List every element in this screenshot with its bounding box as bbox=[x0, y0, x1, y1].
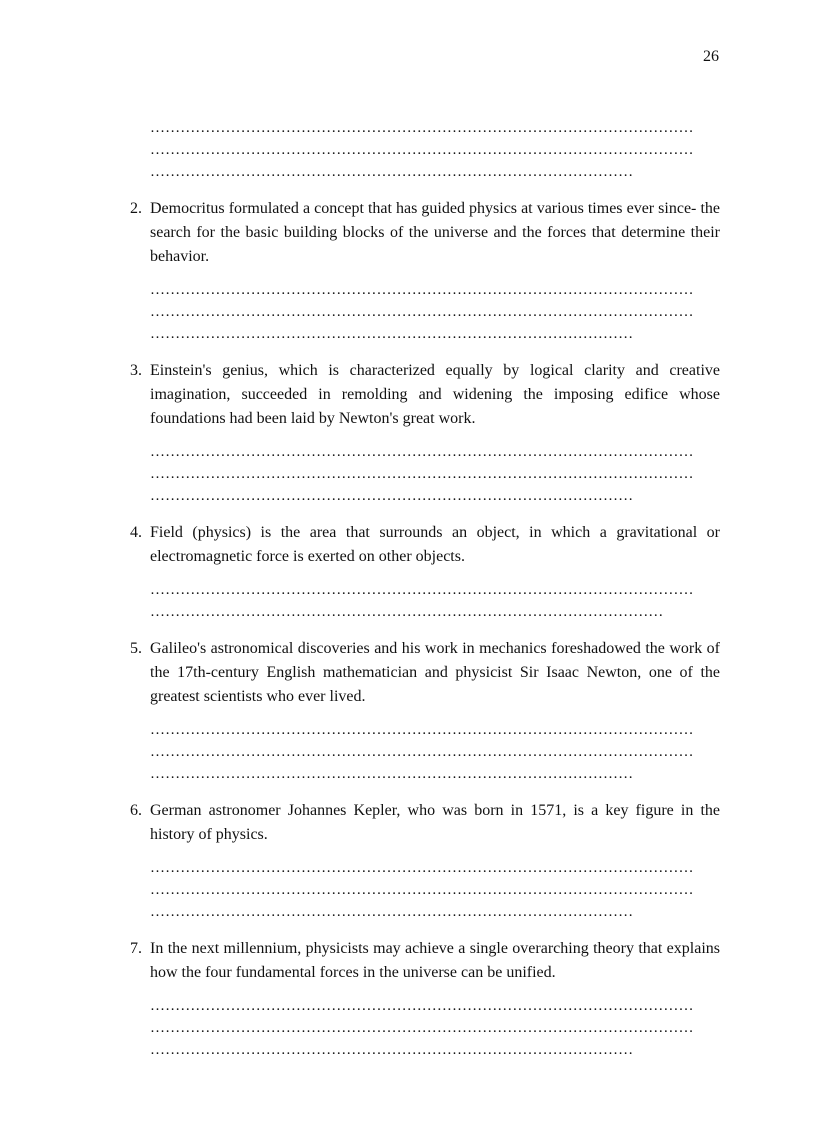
answer-line: ……………………………………………………………………………………………… bbox=[150, 304, 694, 320]
answer-line: …………………………………………………………………………………… bbox=[150, 488, 634, 504]
exercise-item-7 bbox=[122, 937, 720, 985]
answer-line: ……………………………………………………………………………………………… bbox=[150, 882, 694, 898]
answer-lines-4 bbox=[122, 579, 720, 623]
exercise-item-3 bbox=[122, 359, 720, 431]
page-number: 26 bbox=[703, 48, 719, 65]
answer-line: ……………………………………………………………………………………………… bbox=[150, 998, 694, 1014]
item-sentence: German astronomer Johannes Kepler, who was born in 1571, is a key figure in the history of physics. bbox=[150, 802, 720, 843]
answer-line: …………………………………………………………………………………… bbox=[150, 904, 634, 920]
exercise-item-4 bbox=[122, 521, 720, 569]
answer-line: …………………………………………………………………………………… bbox=[150, 1042, 634, 1058]
item-sentence: Einstein's genius, which is characterized equally by logical clarity and creative imagination, succeeded in remolding and widening the imposing edifice whose foundations had been laid by Newton's great work. bbox=[150, 362, 720, 427]
exercise-item-6 bbox=[122, 799, 720, 847]
item-number: 7. bbox=[130, 940, 142, 957]
item-sentence: Galileo's astronomical discoveries and his work in mechanics foreshadowed the work of the 17th-century English mathematician and physicist Sir Isaac Newton, one of the greatest scientists who ever lived. bbox=[150, 640, 720, 705]
answer-line: ……………………………………………………………………………………………… bbox=[150, 860, 694, 876]
answer-line: ……………………………………………………………………………………………… bbox=[150, 466, 694, 482]
item-sentence: Field (physics) is the area that surrounds an object, in which a gravitational or electromagnetic force is exerted on other objects. bbox=[150, 524, 720, 565]
answer-lines-5 bbox=[122, 719, 720, 785]
answer-lines-1 bbox=[122, 117, 720, 183]
answer-line: …………………………………………………………………………………… bbox=[150, 164, 634, 180]
item-number: 4. bbox=[130, 524, 142, 541]
answer-line: ……………………………………………………………………………………………… bbox=[150, 582, 694, 598]
answer-line: …………………………………………………………………………………… bbox=[150, 766, 634, 782]
item-number: 3. bbox=[130, 362, 142, 379]
item-sentence: In the next millennium, physicists may achieve a single overarching theory that explains how the four fundamental forces in the universe can be unified. bbox=[150, 940, 720, 981]
answer-lines-3 bbox=[122, 441, 720, 507]
answer-lines-2 bbox=[122, 279, 720, 345]
answer-line: ……………………………………………………………………………………………… bbox=[150, 722, 694, 738]
exercise-item-2 bbox=[122, 197, 720, 269]
answer-line: ……………………………………………………………………………………………… bbox=[150, 142, 694, 158]
answer-line: ……………………………………………………………………………………………… bbox=[150, 744, 694, 760]
exercise-item-5 bbox=[122, 637, 720, 709]
answer-lines-6 bbox=[122, 857, 720, 923]
answer-line: …………………………………………………………………………………… bbox=[150, 326, 634, 342]
item-number: 5. bbox=[130, 640, 142, 657]
answer-line: ……………………………………………………………………………………………… bbox=[150, 120, 694, 136]
answer-line: ……………………………………………………………………………………………… bbox=[150, 1020, 694, 1036]
exercise-content bbox=[122, 117, 720, 1075]
answer-lines-7 bbox=[122, 995, 720, 1061]
item-number: 6. bbox=[130, 802, 142, 819]
item-sentence: Democritus formulated a concept that has guided physics at various times ever since- the search for the basic building blocks of the universe and the forces that determine their behavior. bbox=[150, 200, 720, 265]
item-number: 2. bbox=[130, 200, 142, 217]
answer-line: ………………………………………………………………………………………… bbox=[150, 604, 664, 620]
answer-line: ……………………………………………………………………………………………… bbox=[150, 444, 694, 460]
answer-line: ……………………………………………………………………………………………… bbox=[150, 282, 694, 298]
